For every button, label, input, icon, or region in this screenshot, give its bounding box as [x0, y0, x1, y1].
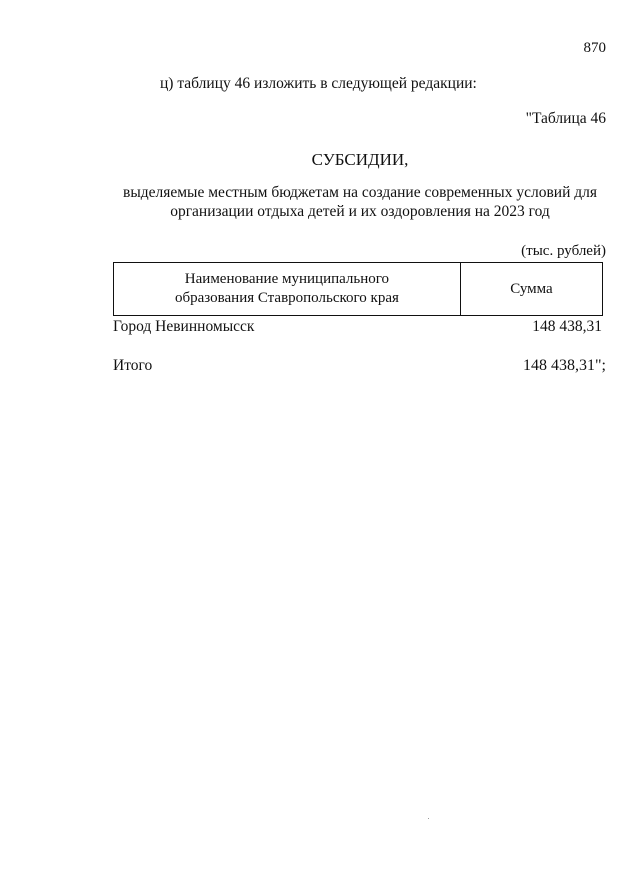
header-municipality-line-2: образования Ставропольского края [175, 290, 399, 306]
scan-speck [428, 818, 429, 819]
page-number: 870 [583, 40, 606, 56]
units-label: (тыс. рублей) [521, 243, 606, 259]
total-label: Итого [113, 357, 153, 374]
table-header-row [114, 263, 603, 316]
document-subtitle [0, 183, 640, 221]
header-sum: Сумма [460, 263, 602, 316]
table-caption: "Таблица 46 [525, 110, 606, 127]
total-value: 148 438,31"; [523, 357, 606, 374]
subtitle-line-1: выделяемые местным бюджетам на создание современных условий для [123, 184, 597, 201]
subtitle-line-2: организации отдыха детей и их оздоровления на 2023 год [170, 203, 550, 220]
header-municipality-line-1: Наименование муниципального [184, 271, 390, 287]
row-municipality-sum: 148 438,31 [532, 318, 602, 335]
subsidy-table-header [113, 262, 603, 316]
document-title: СУБСИДИИ, [311, 150, 409, 169]
row-municipality-name: Город Невинномысск [113, 318, 255, 335]
amendment-instruction: ц) таблицу 46 изложить в следующей редакции: [160, 75, 477, 92]
header-municipality [114, 263, 461, 316]
